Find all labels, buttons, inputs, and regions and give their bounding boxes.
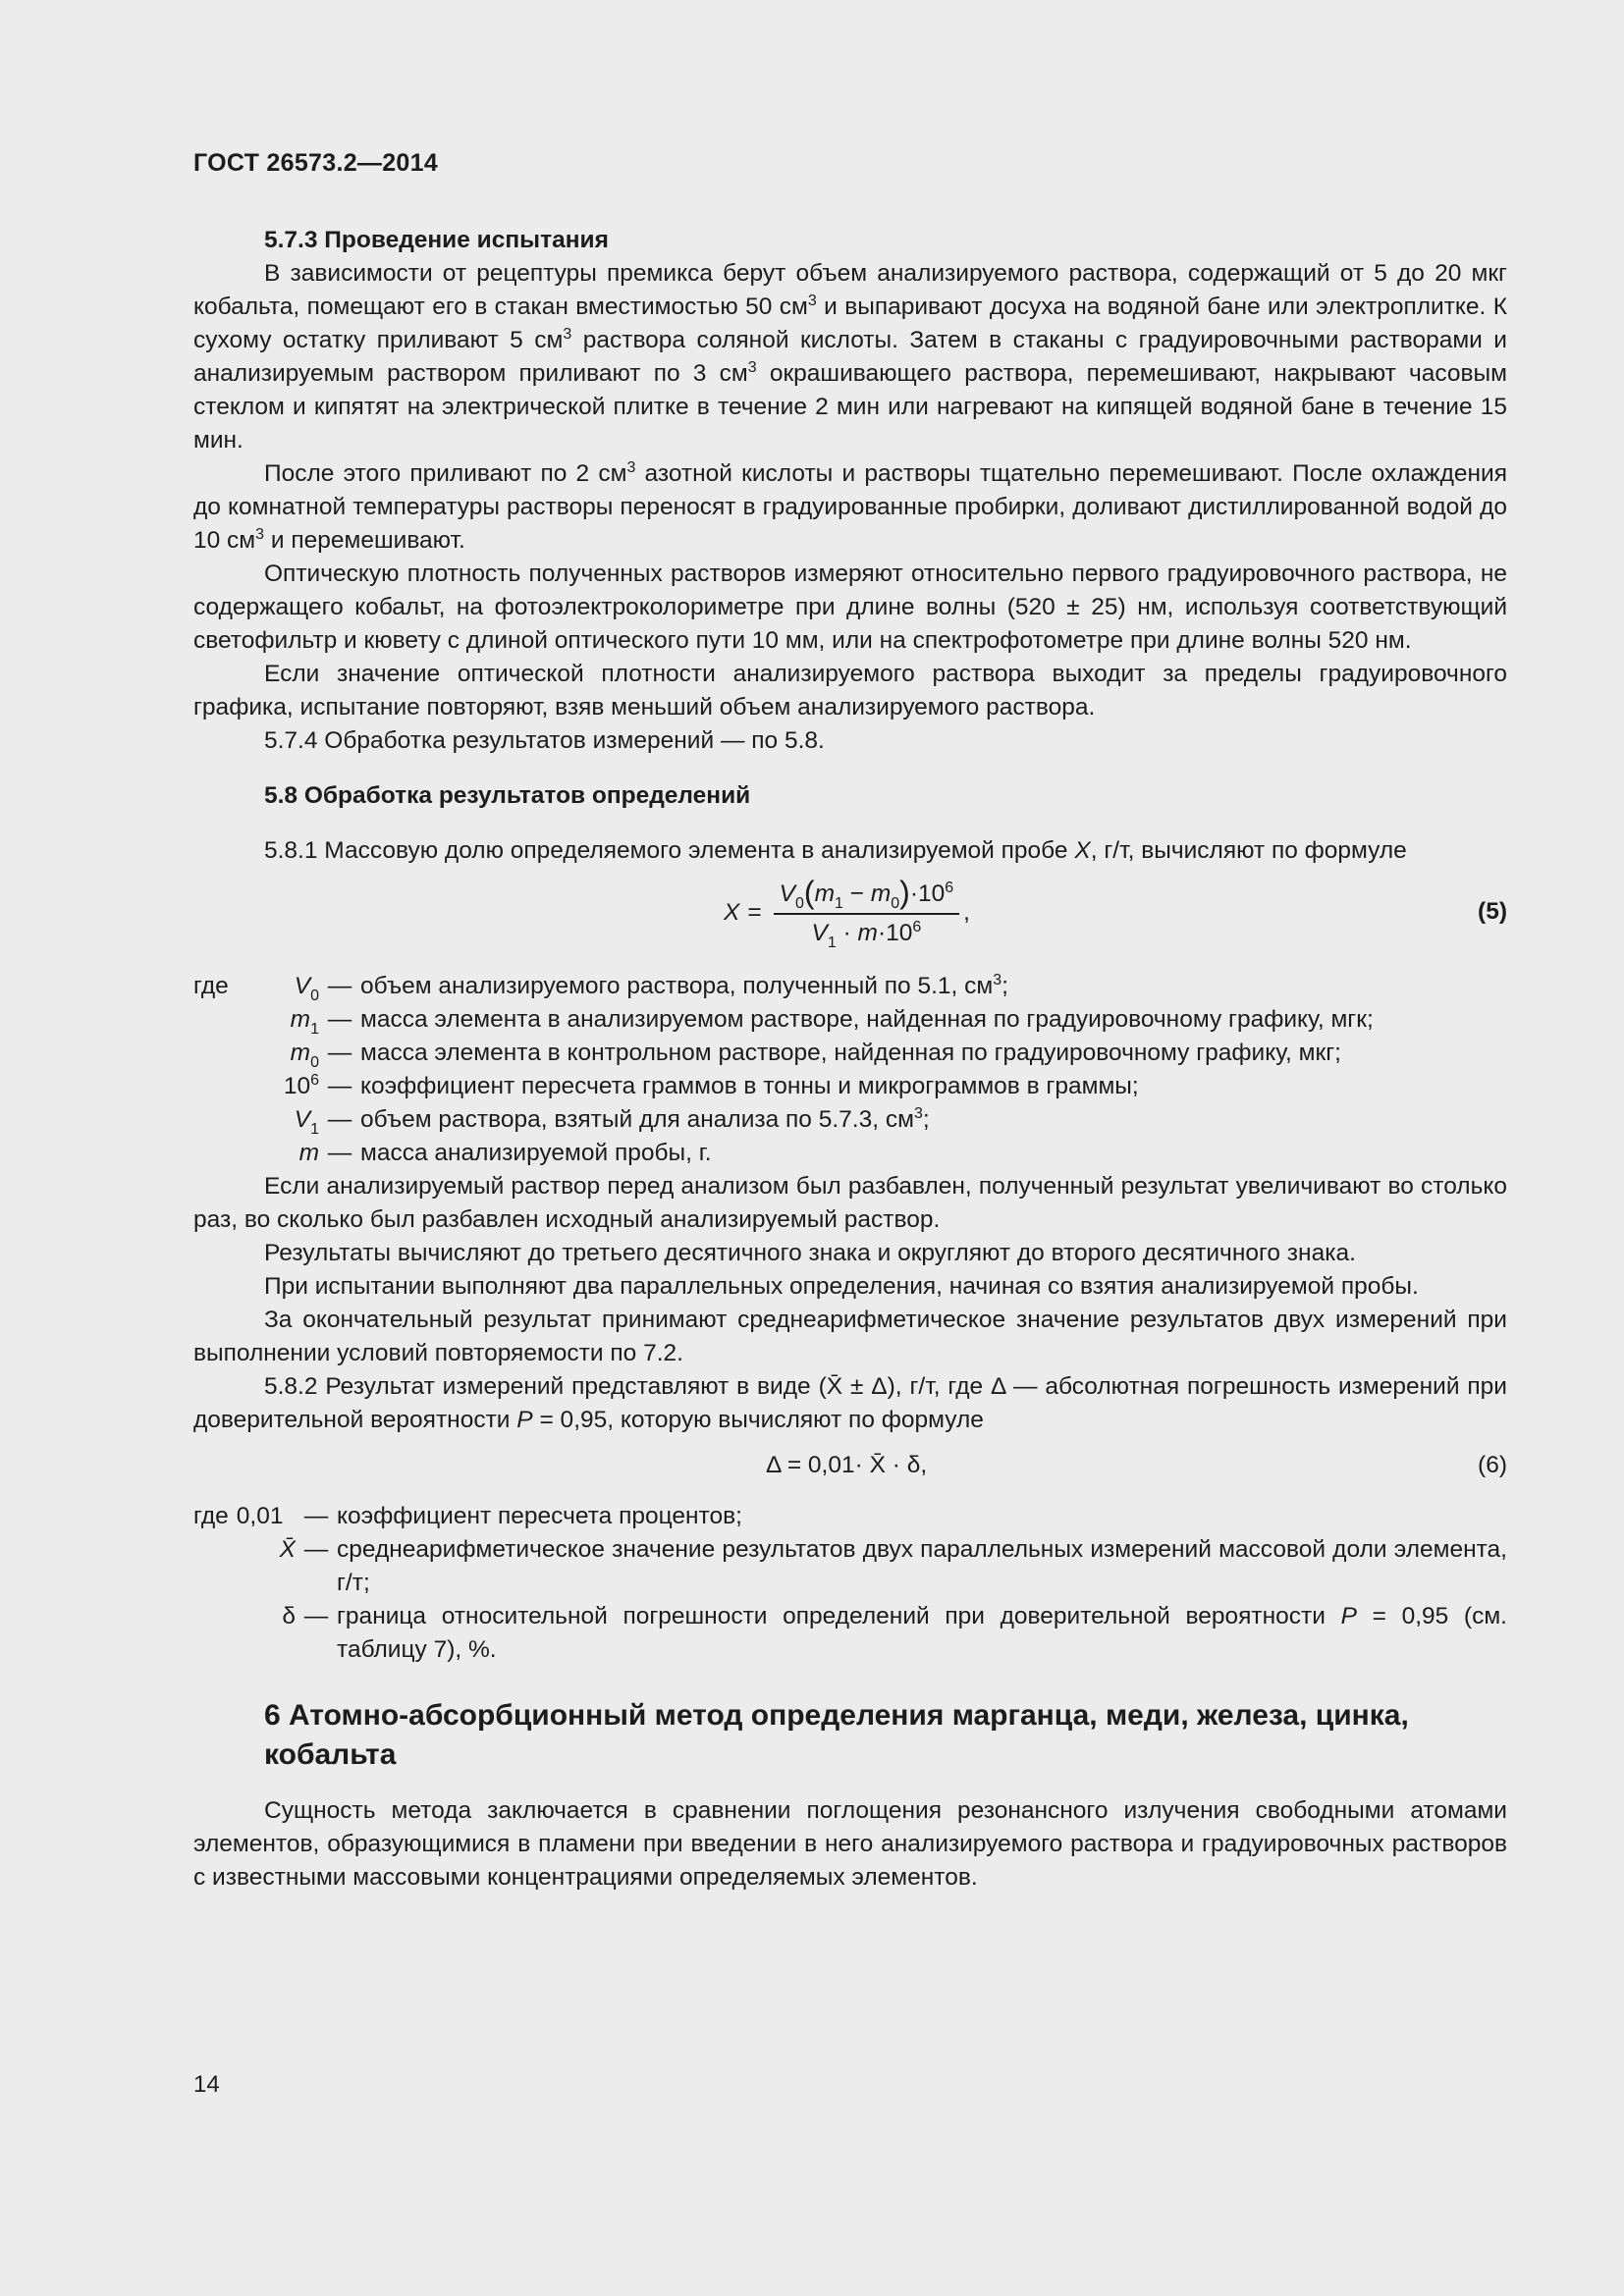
legend-text: объем раствора, взятый для анализа по 5.7.3, $см^3$; <box>360 1105 930 1133</box>
paragraph: Если значение оптической плотности анализируемого раствора выходит за пределы градуировочного графика, испытание повторяют, взяв меньший объем анализируемого раствора. <box>193 661 1507 721</box>
paragraph: За окончательный результат принимают среднеарифметическое значение результатов двух измерений при выполнении условий повторяемости по 7.2. <box>193 1307 1507 1366</box>
legend-text: объем анализируемого раствора, полученный по 5.1, $см^3$; <box>360 972 1008 999</box>
paragraph: Результаты вычисляют до третьего десятичного знака и округляют до второго десятичного знака. <box>264 1240 1356 1266</box>
formula-6-legend <box>193 1500 1507 1667</box>
page-number: 14 <box>193 2071 220 2098</box>
legend-row: $V_1$ — объем раствора, взятый для анализа по 5.7.3, $см^3$; <box>193 1103 1507 1137</box>
legend-symbol: m <box>298 1140 319 1166</box>
legend-text: коэффициент пересчета граммов в тонны и микрограммов в граммы; <box>360 1073 1139 1099</box>
legend-symbol: $V_0$ <box>294 973 319 1004</box>
paragraph: 5.8.1 Массовую долю определяемого элемента в анализируемой пробе X, г/т, вычисляют по формуле <box>264 837 1407 864</box>
formula-number: (6) <box>1478 1452 1507 1478</box>
legend-symbol: X̄ <box>279 1536 296 1563</box>
legend-symbol: $m_0$ <box>290 1040 319 1071</box>
legend-row: $m_0$ — масса элемента в контрольном растворе, найденная по градуировочному графику, мкг; <box>193 1037 1507 1070</box>
legend-symbol: $m_1$ <box>290 1006 319 1038</box>
paragraph: Оптическую плотность полученных растворов измеряют относительно первого градуировочного раствора, не содержащего кобальт, на фотоэлектроколориметре при длине волны (520 ± 25) нм, используя соответствующий светофильтр и кювету с длиной оптического пути 10 мм, или на спектрофотометре при длине волны 520 нм. <box>193 561 1507 654</box>
document-header: ГОСТ 26573.2—2014 <box>193 149 439 177</box>
paragraph: При испытании выполняют два параллельных определения, начиная со взятия анализируемой пробы. <box>264 1273 1419 1300</box>
section-heading-5-7-3: 5.7.3 Проведение испытания <box>264 227 609 253</box>
legend-row: где $V_0$ — объем анализируемого раствора, полученный по 5.1, $см^3$; <box>193 970 1507 1003</box>
legend-where: где <box>193 973 229 999</box>
legend-where: где <box>193 1503 229 1529</box>
legend-text: граница относительной погрешности определений при доверительной вероятности P = 0,95 (см. таблицу 7), %. <box>337 1603 1507 1663</box>
legend-row: X̄ — среднеарифметическое значение результатов двух параллельных измерений массовой доли элемента, г/т; <box>193 1533 1507 1600</box>
legend-row: где 0,01 — коэффициент пересчета процентов; <box>193 1500 1507 1533</box>
paragraph: Если анализируемый раствор перед анализом был разбавлен, полученный результат увеличивают во столько раз, во сколько был разбавлен исходный анализируемый раствор. <box>193 1173 1507 1233</box>
formula-5-legend <box>193 970 1507 1170</box>
legend-row: m — масса анализируемой пробы, г. <box>193 1137 1507 1170</box>
legend-symbol: $10^6$ <box>283 1072 319 1099</box>
legend-text: масса элемента в контрольном растворе, найденная по градуировочному графику, мкг; <box>360 1040 1341 1066</box>
legend-symbol: где 0,01 <box>193 1503 284 1529</box>
section-heading-5-8: 5.8 Обработка результатов определений <box>264 782 751 809</box>
paragraph: 5.8.2 Результат измерений представляют в виде (X̄ ± Δ), г/т, где Δ — абсолютная погрешность измерений при доверительной вероятности P = 0,95, которую вычисляют по формуле <box>193 1373 1507 1433</box>
legend-symbol: $V_1$ <box>294 1106 319 1138</box>
paragraph: В зависимости от рецептуры премикса берут объем анализируемого раствора, содержащий от 5 до 20 мкг кобальта, помещают его в стакан вместимостью 50 $см^3$ и выпаривают досуха на водяной бане или электроплитке. К сухому остатку приливают 5 $см^3$ раствора соляной кислоты. Затем в стаканы с градуировочными растворами и анализируемым раствором приливают по 3 $см^3$ окрашивающего раствора, перемешивают, накрывают часовым стеклом и кипятят на электрической плитке в течение 2 мин или нагревают на кипящей водяной бане в течение 15 мин. <box>193 260 1507 454</box>
legend-row: δ — граница относительной погрешности определений при доверительной вероятности P = 0,95 (см. таблицу 7), %. <box>193 1600 1507 1667</box>
legend-row: $m_1$ — масса элемента в анализируемом растворе, найденная по градуировочному графику, мгк; <box>193 1003 1507 1037</box>
legend-symbol: δ <box>282 1603 296 1629</box>
formula-6: Δ = 0,01· X̄ · δ, (6) <box>193 1449 1507 1488</box>
legend-text: коэффициент пересчета процентов; <box>337 1503 742 1529</box>
legend-text: масса элемента в анализируемом растворе, найденная по градуировочному графику, мгк; <box>360 1006 1374 1033</box>
legend-row: $10^6$ — коэффициент пересчета граммов в тонны и микрограммов в граммы; <box>193 1070 1507 1103</box>
legend-text: масса анализируемой пробы, г. <box>360 1140 712 1166</box>
paragraph: 5.7.4 Обработка результатов измерений — по 5.8. <box>264 727 825 754</box>
section-title-6: 6 Атомно-абсорбционный метод определения марганца, меди, железа, цинка, кобальта <box>264 1699 1409 1771</box>
legend-text: среднеарифметическое значение результатов двух параллельных измерений массовой доли элемента, г/т; <box>337 1536 1507 1596</box>
paragraph: После этого приливают по 2 $см^3$ азотной кислоты и растворы тщательно перемешивают. После охлаждения до комнатной температуры растворы переносят в градуированные пробирки, доливают дистиллированной водой до 10 $см^3$ и перемешивают. <box>193 459 1507 554</box>
document-body <box>193 224 1507 1895</box>
formula-5: X = $\frac{V_0(m_1 - m_0)\cdot 10^6}{V_1 \cdot m\cdot 10^6}$ , (5) <box>724 875 1507 951</box>
formula-number: (5) <box>1478 898 1507 925</box>
paragraph: Сущность метода заключается в сравнении поглощения резонансного излучения свободными атомами элементов, образующимися в пламени при введении в него анализируемого раствора и градуировочных растворов с известными массовыми концентрациями определяемых элементов. <box>193 1797 1507 1891</box>
